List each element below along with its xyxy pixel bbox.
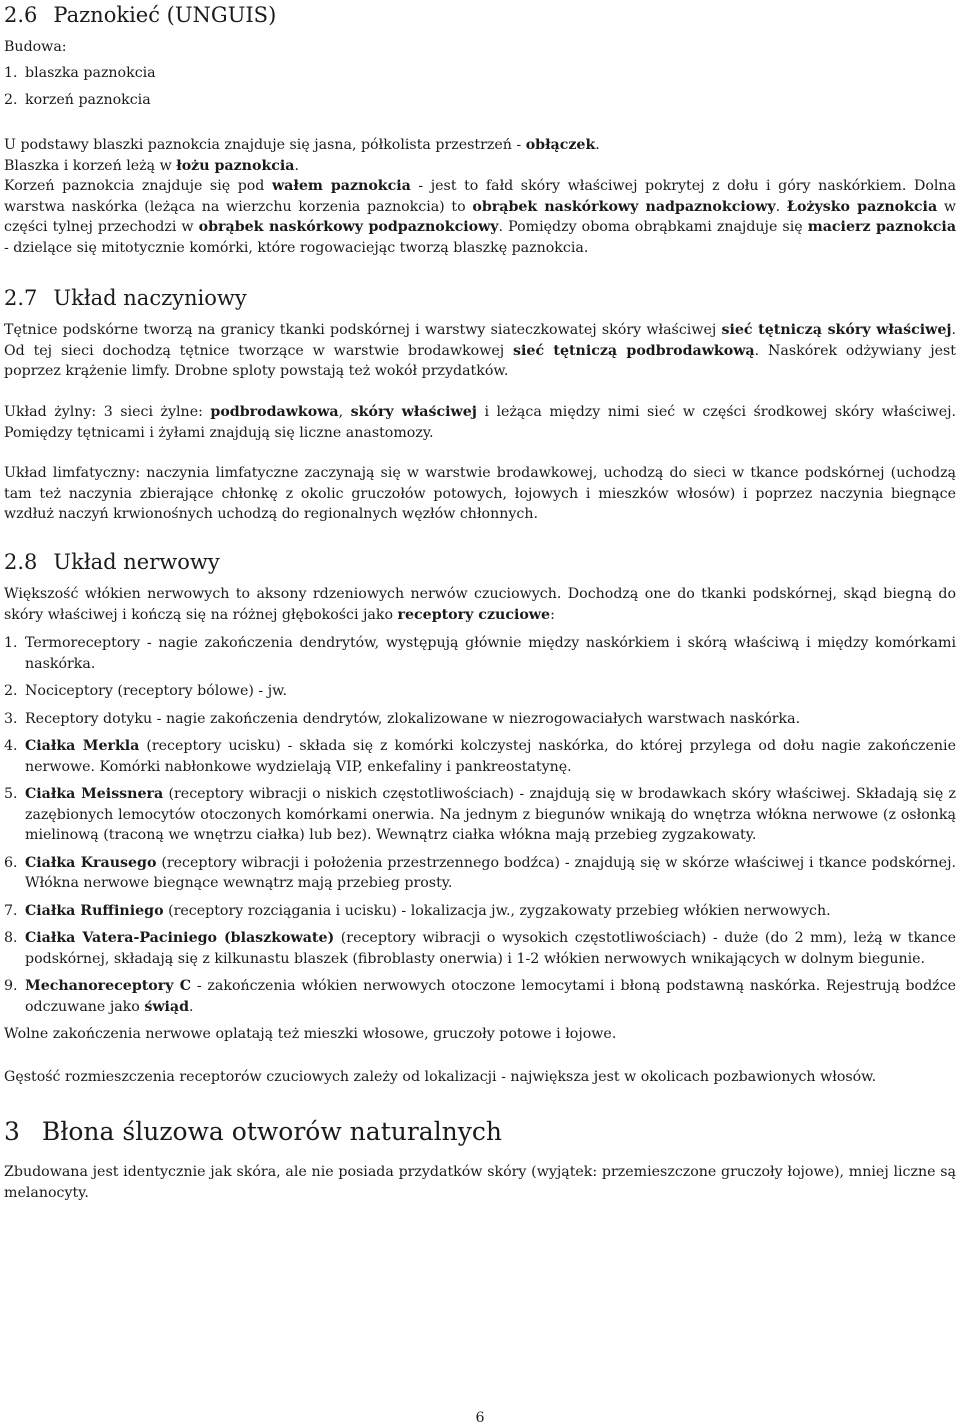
list-item — [4, 928, 956, 969]
bold-term: macierz paznokcia — [807, 219, 957, 235]
list-item-text: korzeń paznokcia — [25, 92, 151, 108]
list-item — [4, 633, 956, 674]
bold-term: Ciałka Ruffiniego — [25, 902, 164, 919]
bold-term: obrąbek naskórkowy podpaznokciowy — [198, 219, 499, 235]
bold-term: sieć tętniczą podbrodawkową — [513, 342, 755, 359]
section-heading-2-7 — [4, 285, 247, 311]
bold-term: obrąbek naskórkowy nadpaznokciowy — [472, 198, 776, 215]
list-marker: 3. — [4, 710, 18, 727]
text-span: Korzeń paznokcia znajduje się pod — [4, 178, 272, 194]
wolne-text — [4, 1024, 956, 1045]
paragraph — [4, 320, 956, 382]
text-span: Tętnice podskórne tworzą na granicy tkanki podskórnej i warstwy siateczkowatej skóry właściwej — [4, 322, 722, 338]
blona-text — [4, 1162, 956, 1203]
list-marker: 2. — [4, 92, 18, 108]
zylny-text — [4, 402, 956, 443]
naczyniowy-text — [4, 320, 956, 382]
text-span: Blaszka i korzeń leżą w — [4, 157, 177, 174]
paragraph: Wolne zakończenia nerwowe oplatają też mieszki włosowe, gruczoły potowe i łojowe. — [4, 1026, 617, 1042]
list-item-text: (receptory rozciągania i ucisku) - lokalizacja jw., zygzakowaty przebieg włókien nerwowych. — [163, 902, 831, 919]
paragraph — [4, 135, 956, 156]
text-span: . — [294, 157, 300, 174]
list-marker: 2. — [4, 683, 18, 699]
section-title: Paznokieć (UNGUIS) — [53, 3, 277, 27]
text-span: . Od tej sieci dochodzą tętnice tworzące w warstwie brodawkowej — [4, 322, 956, 359]
bold-term: Ciałka Merkla — [25, 738, 140, 754]
paragraph — [4, 156, 956, 177]
bold-term: podbrodawkowa — [210, 404, 339, 420]
bold-term: Ciałka Meissnera — [25, 786, 164, 802]
bold-term: Ciałka Krausego — [25, 854, 157, 871]
list-item-text: . — [189, 998, 194, 1015]
gestosc-text — [4, 1067, 956, 1088]
list-item — [4, 90, 956, 111]
bold-term: receptory czuciowe — [397, 606, 551, 623]
section-number: 2.7 — [4, 286, 38, 310]
list-item-text: Termoreceptory - nagie zakończenia dendrytów, występują głównie między naskórkiem i skórą właściwą i między komórkami naskórka. — [25, 635, 956, 672]
nerwowy-intro — [4, 584, 956, 625]
page-number: 6 — [475, 1410, 485, 1426]
text-span: Układ żylny: 3 sieci żylne: — [4, 404, 211, 420]
section-number: 3 — [4, 1117, 20, 1146]
section-title: Błona śluzowa otworów naturalnych — [41, 1117, 503, 1146]
limfatyczny-text — [4, 463, 956, 525]
list-item-text: (receptory wibracji o wysokich częstotliwościach) - duże (do 2 mm), leżą w tkance podskórnej, składają się z kilkunastu blaszek (fibroblasty onerwia) i 1-2 włókien nerwowych wnikających w dolnym biegunie. — [25, 930, 957, 967]
section-heading-2-8 — [4, 549, 220, 575]
list-item-text: - zakończenia włókien nerwowych otoczone lemocytami i błoną podstawną naskórka. Rejestrują bodźce odczuwane jako — [25, 978, 956, 1015]
list-item-text: blaszka paznokcia — [25, 65, 156, 81]
list-marker: 6. — [4, 854, 18, 871]
bold-term: sieć tętniczą skóry właściwej — [721, 322, 952, 338]
text-span: . Pomiędzy oboma obrąbkami znajduje się — [498, 219, 808, 235]
paragraph: Układ limfatyczny: naczynia limfatyczne zaczynają się w warstwie brodawkowej, uchodzą do sieci w tkance podskórnej (uchodzą tam też naczynia zbierające chłonkę z okolic gruczołów potowych, łojowych i mieszków włosów) i poprzez naczynia biegnące wzdłuż naczyń krwionośnych uchodzą do regionalnych węzłów chłonnych. — [4, 465, 956, 522]
list-item-text: Receptory dotyku - nagie zakończenia dendrytów, zlokalizowane w niezrogowaciałych warstwach naskórka. — [25, 710, 801, 727]
bold-term: wałem paznokcia — [271, 178, 411, 194]
bold-term: Ciałka Vatera-Paciniego (blaszkowate) — [25, 930, 335, 946]
list-item-text: Nociceptory (receptory bólowe) - jw. — [25, 683, 288, 699]
text-span: Większość włókien nerwowych to aksony rdzeniowych nerwów czuciowych. Dochodzą one do tkanki podskórnej, skąd biegną do skóry właściwej i kończą się na różnej głębokości jako — [4, 586, 956, 623]
paragraph: Zbudowana jest identycznie jak skóra, ale nie posiada przydatków skóry (wyjątek: przemieszczone gruczoły łojowe), mniej liczne są melanocyty. — [4, 1164, 956, 1201]
section-title: Układ nerwowy — [53, 550, 220, 574]
list-item — [4, 63, 956, 84]
list-marker: 1. — [4, 635, 18, 651]
paragraph — [4, 402, 956, 443]
list-item — [4, 784, 956, 846]
text-span: - jest to fałd skóry właściwej pokrytej z dołu i góry naskórkiem. Dolna warstwa naskórka (leżąca na wierzchu korzenia paznokcia) to — [4, 178, 956, 215]
list-item-text: (receptory wibracji i położenia przestrzennego bodźca) - znajdują się w skórze właściwej i tkance podskórnej. Włókna nerwowe biegnące wewnątrz mają przebieg prosty. — [25, 854, 956, 891]
text-span: . — [775, 198, 787, 215]
section-title: Układ naczyniowy — [53, 286, 247, 310]
list-item — [4, 976, 956, 1017]
list-item — [4, 853, 956, 894]
paragraph — [4, 176, 956, 258]
text-span: . — [595, 137, 600, 153]
list-marker: 7. — [4, 902, 18, 919]
text-span: U podstawy blaszki paznokcia znajduje się jasna, półkolista przestrzeń - — [4, 137, 526, 153]
list-marker: 4. — [4, 738, 18, 754]
text-span: , — [338, 404, 351, 420]
paragraph: Gęstość rozmieszczenia receptorów czuciowych zależy od lokalizacji - największa jest w okolicach pozbawionych włosów. — [4, 1069, 877, 1085]
chapter-heading-3 — [4, 1117, 502, 1147]
bold-term: świąd — [144, 998, 190, 1015]
list-marker: 5. — [4, 786, 18, 802]
bold-term: Mechanoreceptory C — [25, 978, 192, 994]
text-span: w części tylnej przechodzi w — [4, 198, 957, 235]
bold-term: Łożysko paznokcia — [786, 198, 938, 215]
list-item — [4, 709, 956, 730]
list-item — [4, 901, 956, 922]
budowa-label: Budowa: — [4, 39, 67, 55]
text-span: . Naskórek odżywiany jest poprzez krążenie limfy. Drobne sploty powstają też wokół przydatków. — [4, 342, 956, 379]
list-marker: 8. — [4, 930, 18, 946]
text-span: : — [550, 606, 555, 623]
list-item-text: (receptory wibracji o niskich częstotliwościach) - znajdują się w brodawkach skóry właściwej. Składają się z zazębionych lemocytów otoczonych komórkami onerwia. Na jednym z biegunów wnikają do wnętrza włókna nerwowe (z osłonką mielinową (traconą we wnętrzu ciałka) lub bez). Wewnątrz ciałka włókna mają przebieg zygzakowaty. — [25, 786, 956, 843]
budowa-list — [4, 63, 956, 111]
bold-term: łożu paznokcia — [176, 157, 295, 174]
bold-term: obłączek — [525, 137, 596, 153]
section-heading-2-6 — [4, 2, 276, 28]
list-marker: 9. — [4, 978, 18, 994]
bold-term: skóry właściwej — [350, 404, 477, 420]
list-item — [4, 736, 956, 777]
text-span: - dzielące się mitotycznie komórki, które rogowaciejąc tworzą blaszkę paznokcia. — [4, 239, 589, 256]
receptors-list — [4, 633, 956, 1017]
list-item-text: (receptory ucisku) - składa się z komórki kolczystej naskórka, do której przylega od dołu nagie zakończenie nerwowe. Komórki nabłonkowe wydzielają VIP, enkefaliny i pankreostatynę. — [25, 738, 956, 775]
list-marker: 1. — [4, 65, 18, 81]
text-span: i leżąca między nimi sieć w części środkowej skóry właściwej. Pomiędzy tętnicami i żyłami znajdują się liczne anastomozy. — [4, 404, 957, 441]
section-number: 2.6 — [4, 3, 38, 27]
paznokiec-text — [4, 135, 956, 258]
section-number: 2.8 — [4, 550, 38, 574]
list-item — [4, 681, 956, 702]
paragraph — [4, 584, 956, 625]
